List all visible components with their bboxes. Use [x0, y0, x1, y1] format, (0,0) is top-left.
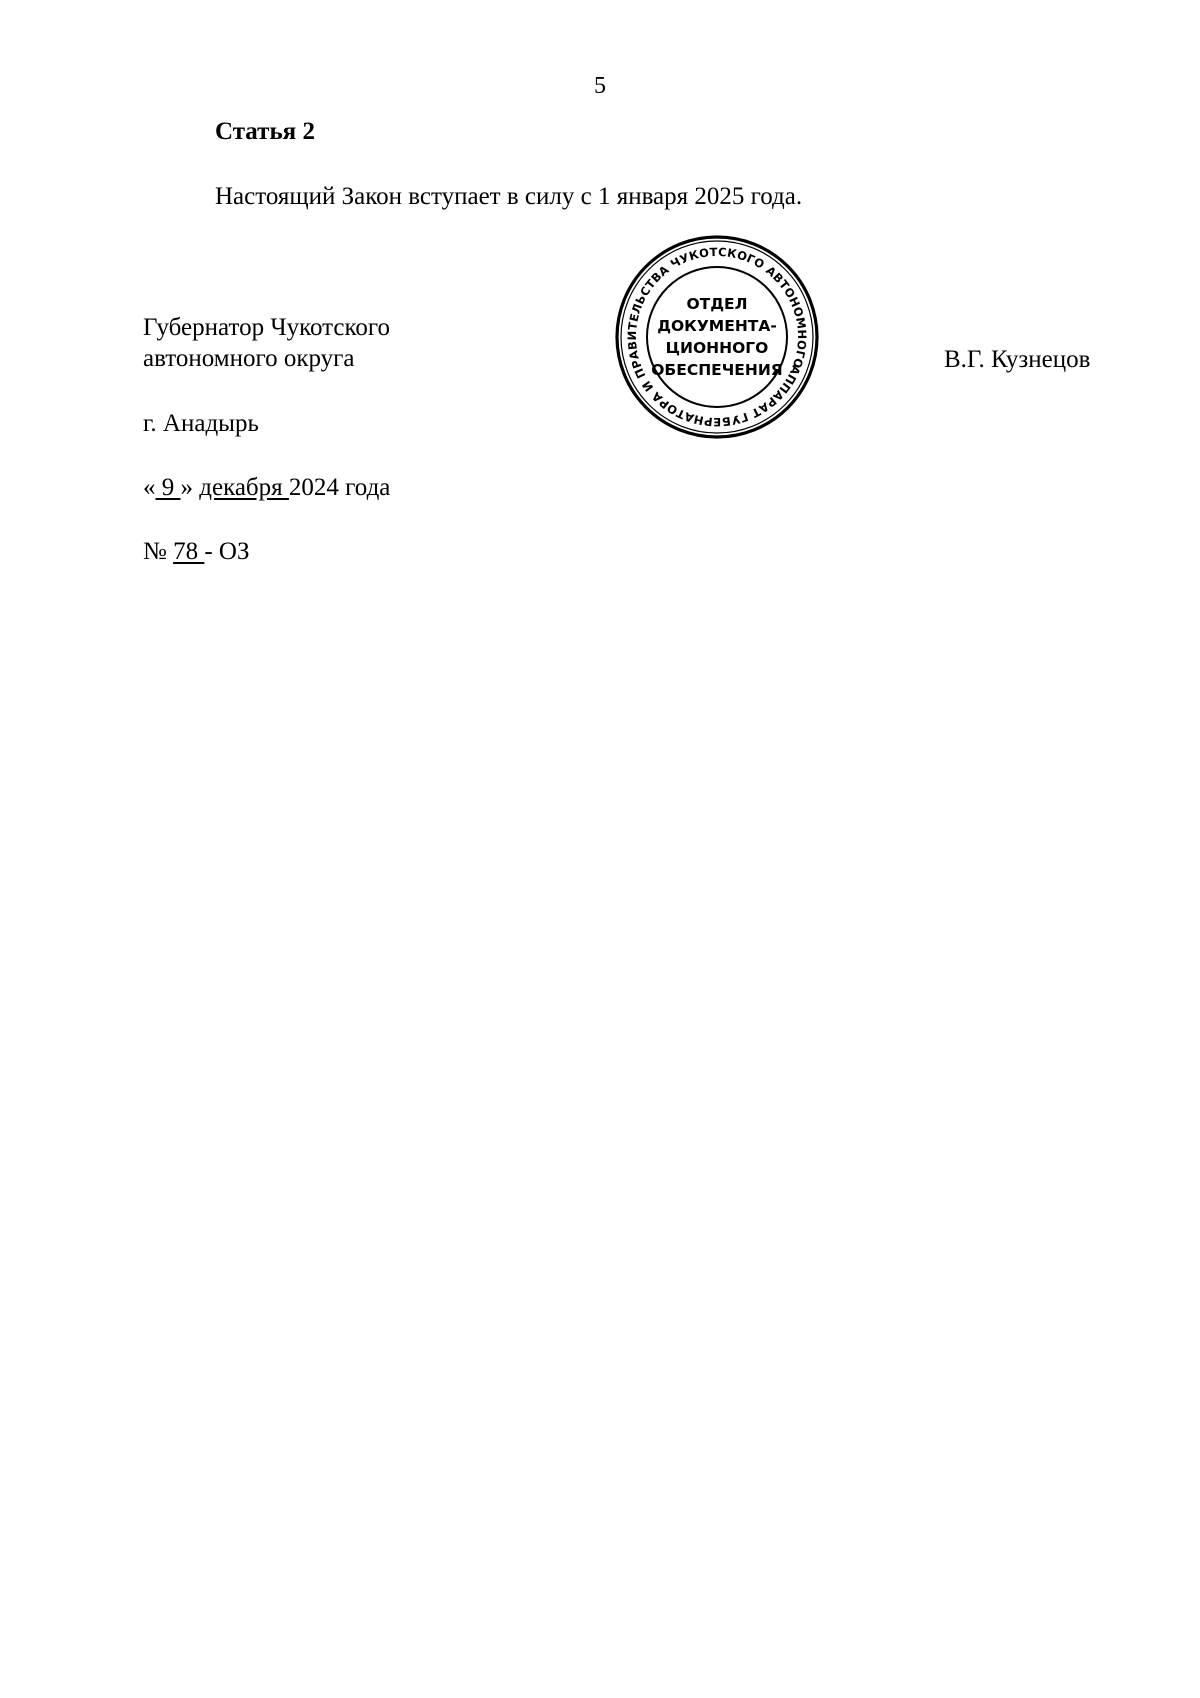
stamp-line1: ОТДЕЛ — [686, 295, 748, 313]
law-number — [143, 536, 250, 567]
article-title: Статья 2 — [215, 118, 315, 145]
signer-title — [143, 312, 390, 374]
law-number-prefix: № — [143, 538, 174, 565]
date-month: декабря — [199, 474, 289, 501]
city: г. Анадырь — [143, 410, 259, 437]
date-open-quote: « — [143, 474, 156, 501]
date-line — [143, 472, 390, 503]
date-close-quote: » — [180, 474, 200, 501]
law-number-suffix: - ОЗ — [204, 538, 250, 565]
date-day: 9 — [155, 474, 181, 501]
law-number-value: 78 — [173, 538, 205, 565]
page-number: 5 — [594, 73, 606, 99]
stamp-line2: ДОКУМЕНТА- — [657, 317, 777, 335]
stamp-seal-icon — [612, 232, 822, 442]
stamp-ring-text: АППАРАТ ГУБЕРНАТОРА И ПРАВИТЕЛЬСТВА ЧУКОТСКОГО АВТОНОМНОГО — [624, 244, 810, 430]
svg-text:АППАРАТ ГУБЕРНАТОРА И ПРАВИТЕЛ — [612, 232, 822, 442]
stamp-line3: ЦИОННОГО — [665, 339, 769, 357]
date-year: 2024 года — [288, 474, 391, 501]
signer-name: В.Г. Кузнецов — [944, 346, 1091, 373]
article-text: Настоящий Закон вступает в силу с 1 января 2025 года. — [215, 183, 803, 210]
stamp-line4: ОБЕСПЕЧЕНИЯ — [651, 361, 783, 379]
signer-title-line1: Губернатор Чукотского — [143, 314, 390, 341]
official-stamp — [612, 232, 822, 442]
signer-title-line2: автономного округа — [143, 345, 355, 372]
